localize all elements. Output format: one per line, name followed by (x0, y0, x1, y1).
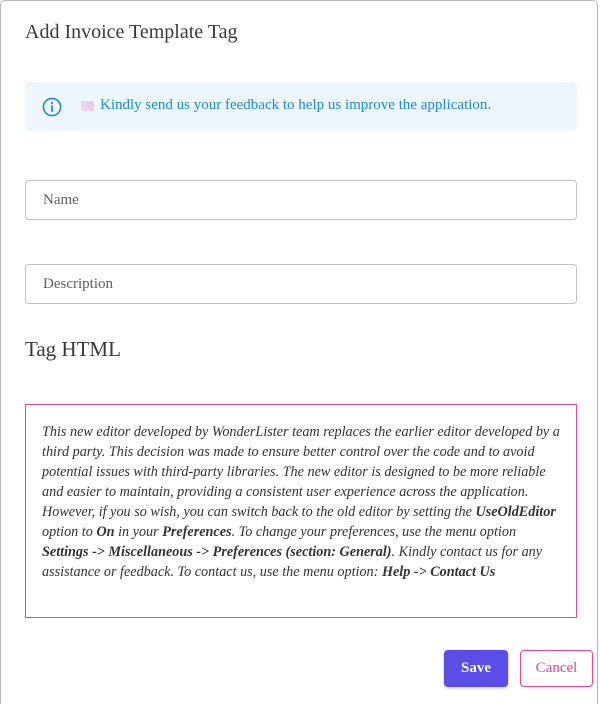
editor-text: option to (42, 524, 97, 540)
info-circle-icon (42, 97, 62, 117)
feedback-link[interactable]: Kindly send us your feedback to help us improve the application. (100, 97, 492, 113)
editor-text: in your (114, 524, 163, 540)
editor-text: . Kindly contact us for any assistance or feedback. To contact us, use the menu option: (42, 544, 543, 580)
editor-bold-text: Preferences (162, 524, 232, 540)
editor-text: . To change your preferences, use the menu option (231, 524, 517, 540)
feedback-emoji-icon (81, 101, 94, 111)
tag-html-editor[interactable] (25, 404, 577, 618)
dialog-title: Add Invoice Template Tag (25, 21, 238, 43)
description-input[interactable] (25, 264, 577, 304)
editor-bold-text: Help -> Contact Us (381, 564, 496, 580)
cancel-button[interactable]: Cancel (520, 650, 593, 687)
editor-bold-text: UseOldEditor (475, 504, 556, 520)
editor-bold-text: On (96, 524, 115, 540)
feedback-info-banner (25, 82, 577, 131)
editor-bold-text: Settings -> Miscellaneous -> Preferences (section: General) (42, 544, 392, 560)
tag-html-heading: Tag HTML (25, 337, 121, 361)
editor-text: This new editor developed by WonderLister team replaces the earlier editor developed by a third party. This decision was made to ensure better control over the code and to avoid potential issues with third-party libraries. The new editor is designed to be more reliable and easier to maintain, providing a consistent user experience across the application. However, if you so wish, you can switch back to the old editor by setting the (42, 424, 560, 520)
name-input[interactable] (25, 180, 577, 220)
save-button[interactable]: Save (444, 650, 508, 687)
